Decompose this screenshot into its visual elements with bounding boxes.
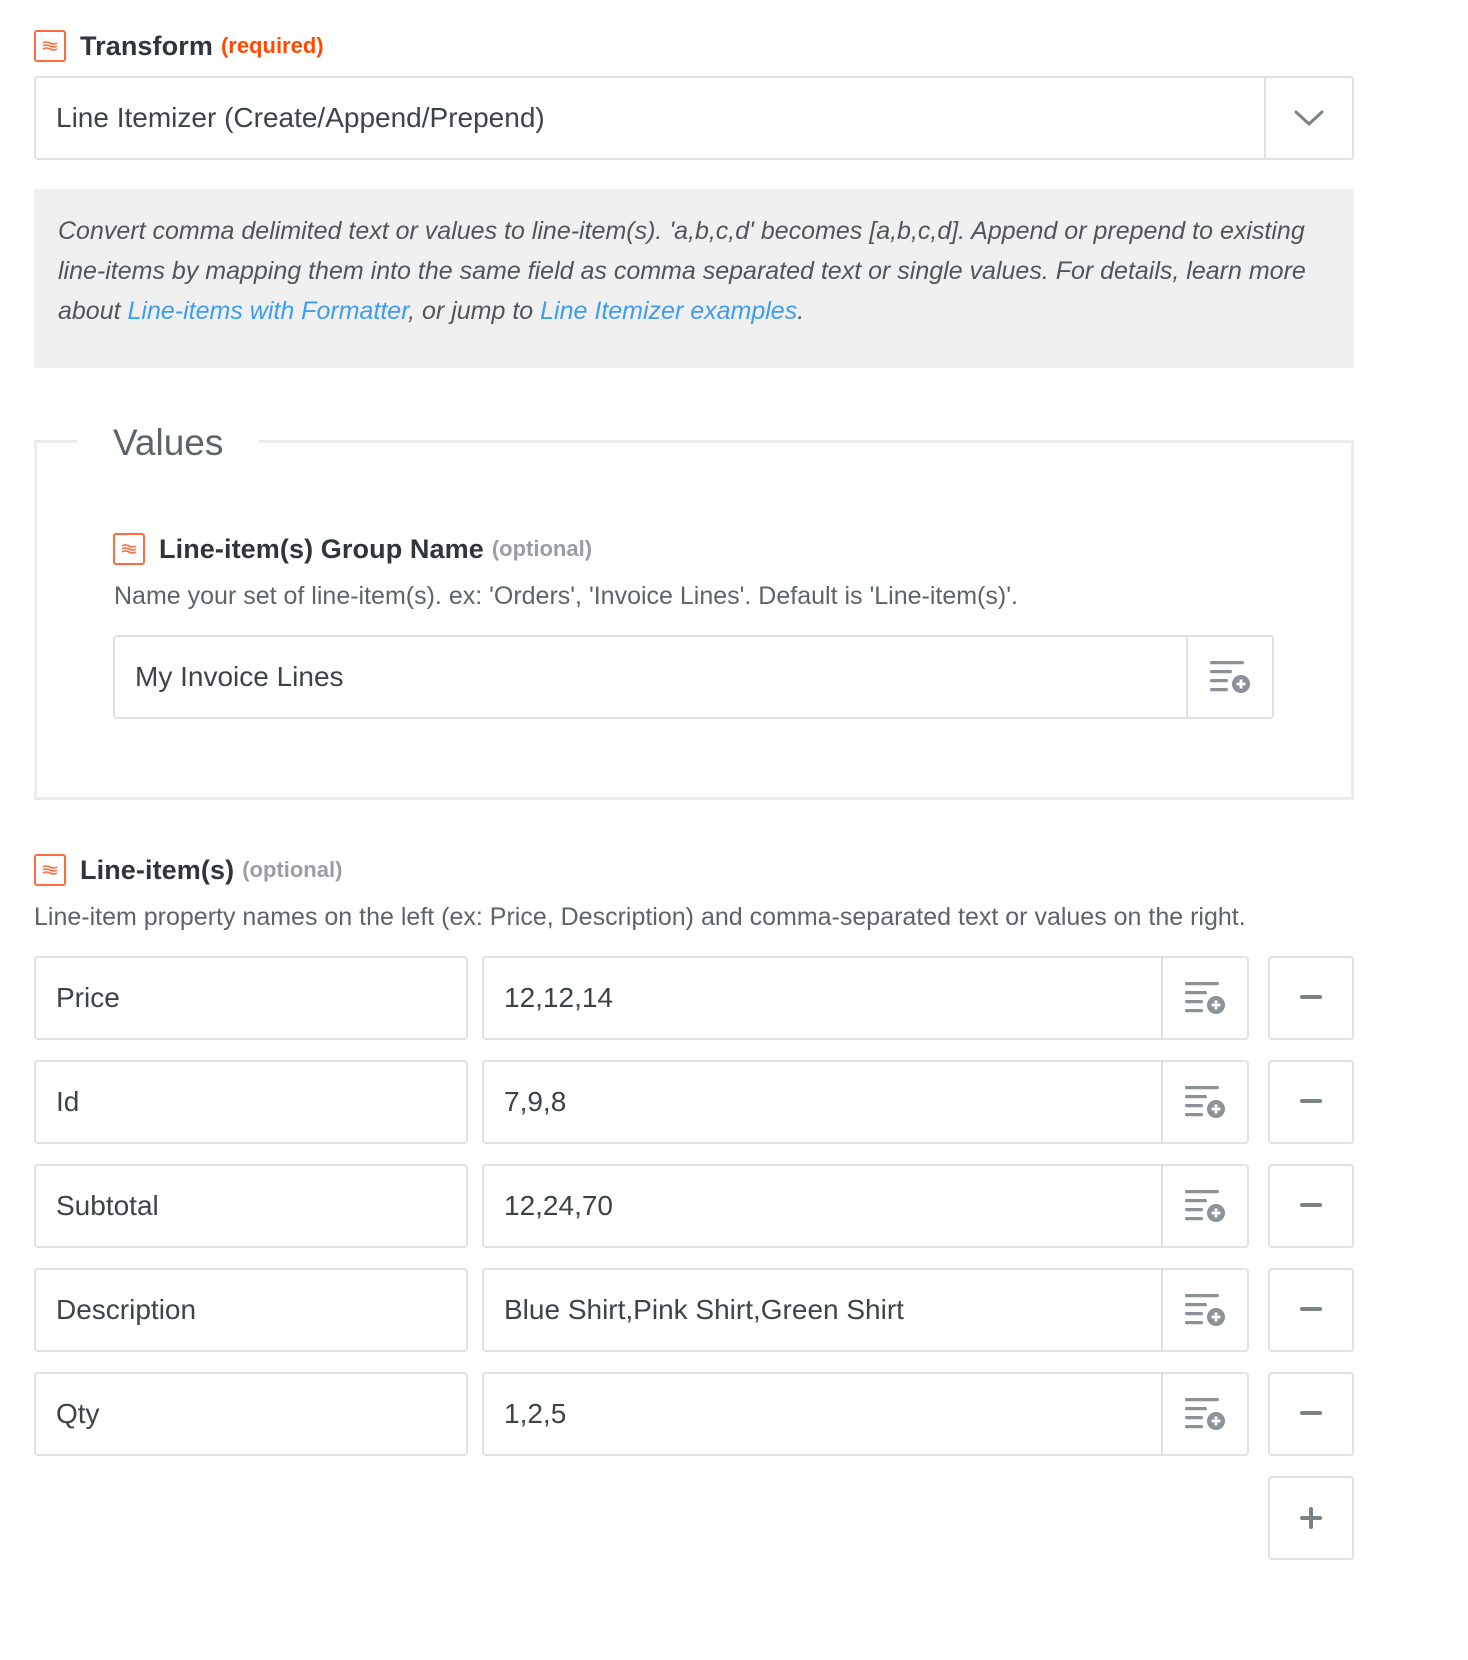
- group-name-value[interactable]: My Invoice Lines: [135, 661, 344, 692]
- line-item-value[interactable]: 7,9,8: [504, 1086, 567, 1117]
- minus-icon: [1300, 1099, 1322, 1105]
- insert-data-icon: [1183, 1394, 1227, 1434]
- line-item-value-input[interactable]: [482, 1060, 1249, 1144]
- plus-icon: [1300, 1507, 1322, 1529]
- remove-row-button[interactable]: [1268, 1268, 1354, 1352]
- minus-icon: [1300, 1307, 1322, 1313]
- insert-data-icon: [1208, 657, 1252, 697]
- insert-data-icon: [1183, 978, 1227, 1018]
- remove-row-button[interactable]: [1268, 956, 1354, 1040]
- line-item-value[interactable]: 1,2,5: [504, 1398, 567, 1429]
- transform-label-row: [34, 26, 324, 66]
- formatter-badge-icon: [34, 30, 66, 62]
- insert-data-icon: [1183, 1082, 1227, 1122]
- line-itemizer-examples-link[interactable]: Line Itemizer examples: [540, 297, 798, 325]
- description-text: Convert comma delimited text or values to line-item(s). 'a,b,c,d' becomes [a,b,c,d]. Append or prepend to existing line-items by mapping them into the same field as comma separated text or single values. For details, learn more about: [58, 217, 1306, 325]
- insert-data-button[interactable]: [1161, 1270, 1247, 1350]
- transform-label: Transform: [80, 30, 213, 61]
- line-items-help: Line-item property names on the left (ex: Price, Description) and comma-separated text or values on the right.: [34, 903, 1246, 931]
- remove-row-button[interactable]: [1268, 1372, 1354, 1456]
- line-item-key-input[interactable]: [34, 956, 468, 1040]
- insert-data-icon: [1183, 1186, 1227, 1226]
- group-name-help: Name your set of line-item(s). ex: 'Orders', 'Invoice Lines'. Default is 'Line-item(s)'.: [114, 582, 1018, 610]
- group-name-input[interactable]: [113, 635, 1274, 719]
- insert-data-button[interactable]: [1186, 637, 1272, 717]
- line-item-value-input[interactable]: [482, 956, 1249, 1040]
- description-text-middle: , or jump to: [408, 297, 541, 325]
- line-item-key[interactable]: Price: [56, 982, 120, 1013]
- line-item-key[interactable]: Id: [56, 1086, 80, 1117]
- remove-row-button[interactable]: [1268, 1060, 1354, 1144]
- line-item-key[interactable]: Qty: [56, 1398, 100, 1429]
- transform-select-value: Line Itemizer (Create/Append/Prepend): [56, 102, 545, 133]
- group-name-label: Line-item(s) Group Name: [159, 533, 484, 564]
- remove-row-button[interactable]: [1268, 1164, 1354, 1248]
- line-item-key-input[interactable]: [34, 1060, 468, 1144]
- values-legend: Values: [77, 421, 259, 465]
- line-item-key-input[interactable]: [34, 1164, 468, 1248]
- add-row-button[interactable]: [1268, 1476, 1354, 1560]
- insert-data-icon: [1183, 1290, 1227, 1330]
- line-item-key[interactable]: Description: [56, 1294, 197, 1325]
- insert-data-button[interactable]: [1161, 1374, 1247, 1454]
- line-item-value-input[interactable]: [482, 1164, 1249, 1248]
- transform-select[interactable]: [34, 76, 1354, 160]
- values-fieldset: [34, 440, 1354, 800]
- group-name-label-row: [113, 529, 592, 569]
- formatter-badge-icon: [34, 854, 66, 886]
- description-text-end: .: [797, 297, 805, 325]
- insert-data-button[interactable]: [1161, 1062, 1247, 1142]
- line-item-key-input[interactable]: [34, 1268, 468, 1352]
- line-items-formatter-link[interactable]: Line-items with Formatter: [127, 297, 409, 325]
- line-item-key-input[interactable]: [34, 1372, 468, 1456]
- insert-data-button[interactable]: [1161, 958, 1247, 1038]
- minus-icon: [1300, 1203, 1322, 1209]
- optional-tag: (optional): [242, 857, 343, 882]
- formatter-badge-icon: [113, 533, 145, 565]
- line-item-value-input[interactable]: [482, 1268, 1249, 1352]
- minus-icon: [1300, 995, 1322, 1001]
- minus-icon: [1300, 1411, 1322, 1417]
- line-item-value-input[interactable]: [482, 1372, 1249, 1456]
- required-tag: (required): [220, 33, 324, 58]
- line-items-label-row: [34, 850, 342, 890]
- dropdown-toggle[interactable]: [1264, 78, 1352, 158]
- chevron-down-icon: [1294, 109, 1324, 127]
- optional-tag: (optional): [491, 536, 593, 561]
- transform-description: [34, 189, 1354, 368]
- line-item-value[interactable]: Blue Shirt,Pink Shirt,Green Shirt: [504, 1294, 904, 1325]
- line-item-value[interactable]: 12,12,14: [504, 982, 613, 1013]
- line-item-value[interactable]: 12,24,70: [504, 1190, 613, 1221]
- line-items-label: Line-item(s): [80, 854, 235, 885]
- line-item-key[interactable]: Subtotal: [56, 1190, 159, 1221]
- insert-data-button[interactable]: [1161, 1166, 1247, 1246]
